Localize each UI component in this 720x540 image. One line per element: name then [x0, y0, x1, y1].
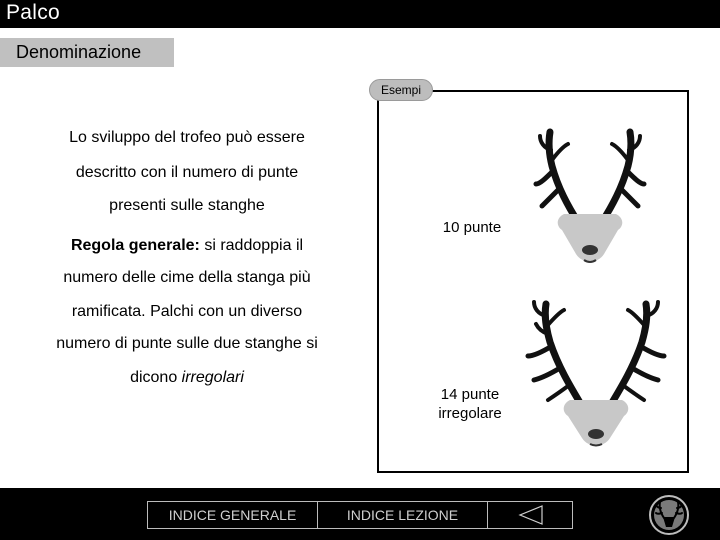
rule-line-4: numero di punte sulle due stanghe si — [56, 335, 318, 352]
trophy-1-points: 10 punte — [442, 219, 502, 236]
section-label: Denominazione — [16, 42, 142, 62]
rule-line-5-text: dicono — [130, 369, 182, 386]
trophy-1-label — [428, 218, 516, 237]
description-line-2: descritto con il numero di punte — [75, 164, 299, 181]
rule-line-1 — [32, 236, 342, 256]
general-index-button[interactable]: INDICE GENERALE — [147, 501, 318, 529]
section-tab — [0, 38, 174, 67]
rule-line-1-text: si raddoppia il — [199, 237, 304, 254]
description-line-3: presenti sulle stanghe — [109, 197, 265, 214]
deer-trophy-10-points-icon — [528, 126, 652, 268]
lesson-index-button[interactable]: INDICE LEZIONE — [317, 501, 488, 529]
rule-line-3: ramificata. Palchi con un diverso — [71, 303, 303, 320]
back-button[interactable] — [487, 501, 573, 529]
description-line-1: Lo sviluppo del trofeo può essere — [69, 129, 305, 146]
rule-line-2: numero delle cime della stanga più — [63, 269, 311, 286]
title-bar — [0, 0, 720, 28]
trophy-2-points: 14 punte — [440, 386, 500, 403]
deer-logo-icon[interactable] — [648, 494, 690, 536]
page-title: Palco — [6, 1, 61, 24]
trophy-2-type: irregolare — [438, 405, 502, 422]
irregular-term: irregolari — [181, 369, 244, 386]
deer-trophy-14-points-icon — [524, 296, 668, 448]
rule-heading: Regola generale: — [70, 237, 200, 254]
triangle-left-icon — [488, 502, 572, 528]
trophy-2-label — [424, 385, 516, 423]
examples-tab[interactable]: Esempi — [369, 79, 433, 101]
rule-line-5 — [32, 368, 342, 388]
